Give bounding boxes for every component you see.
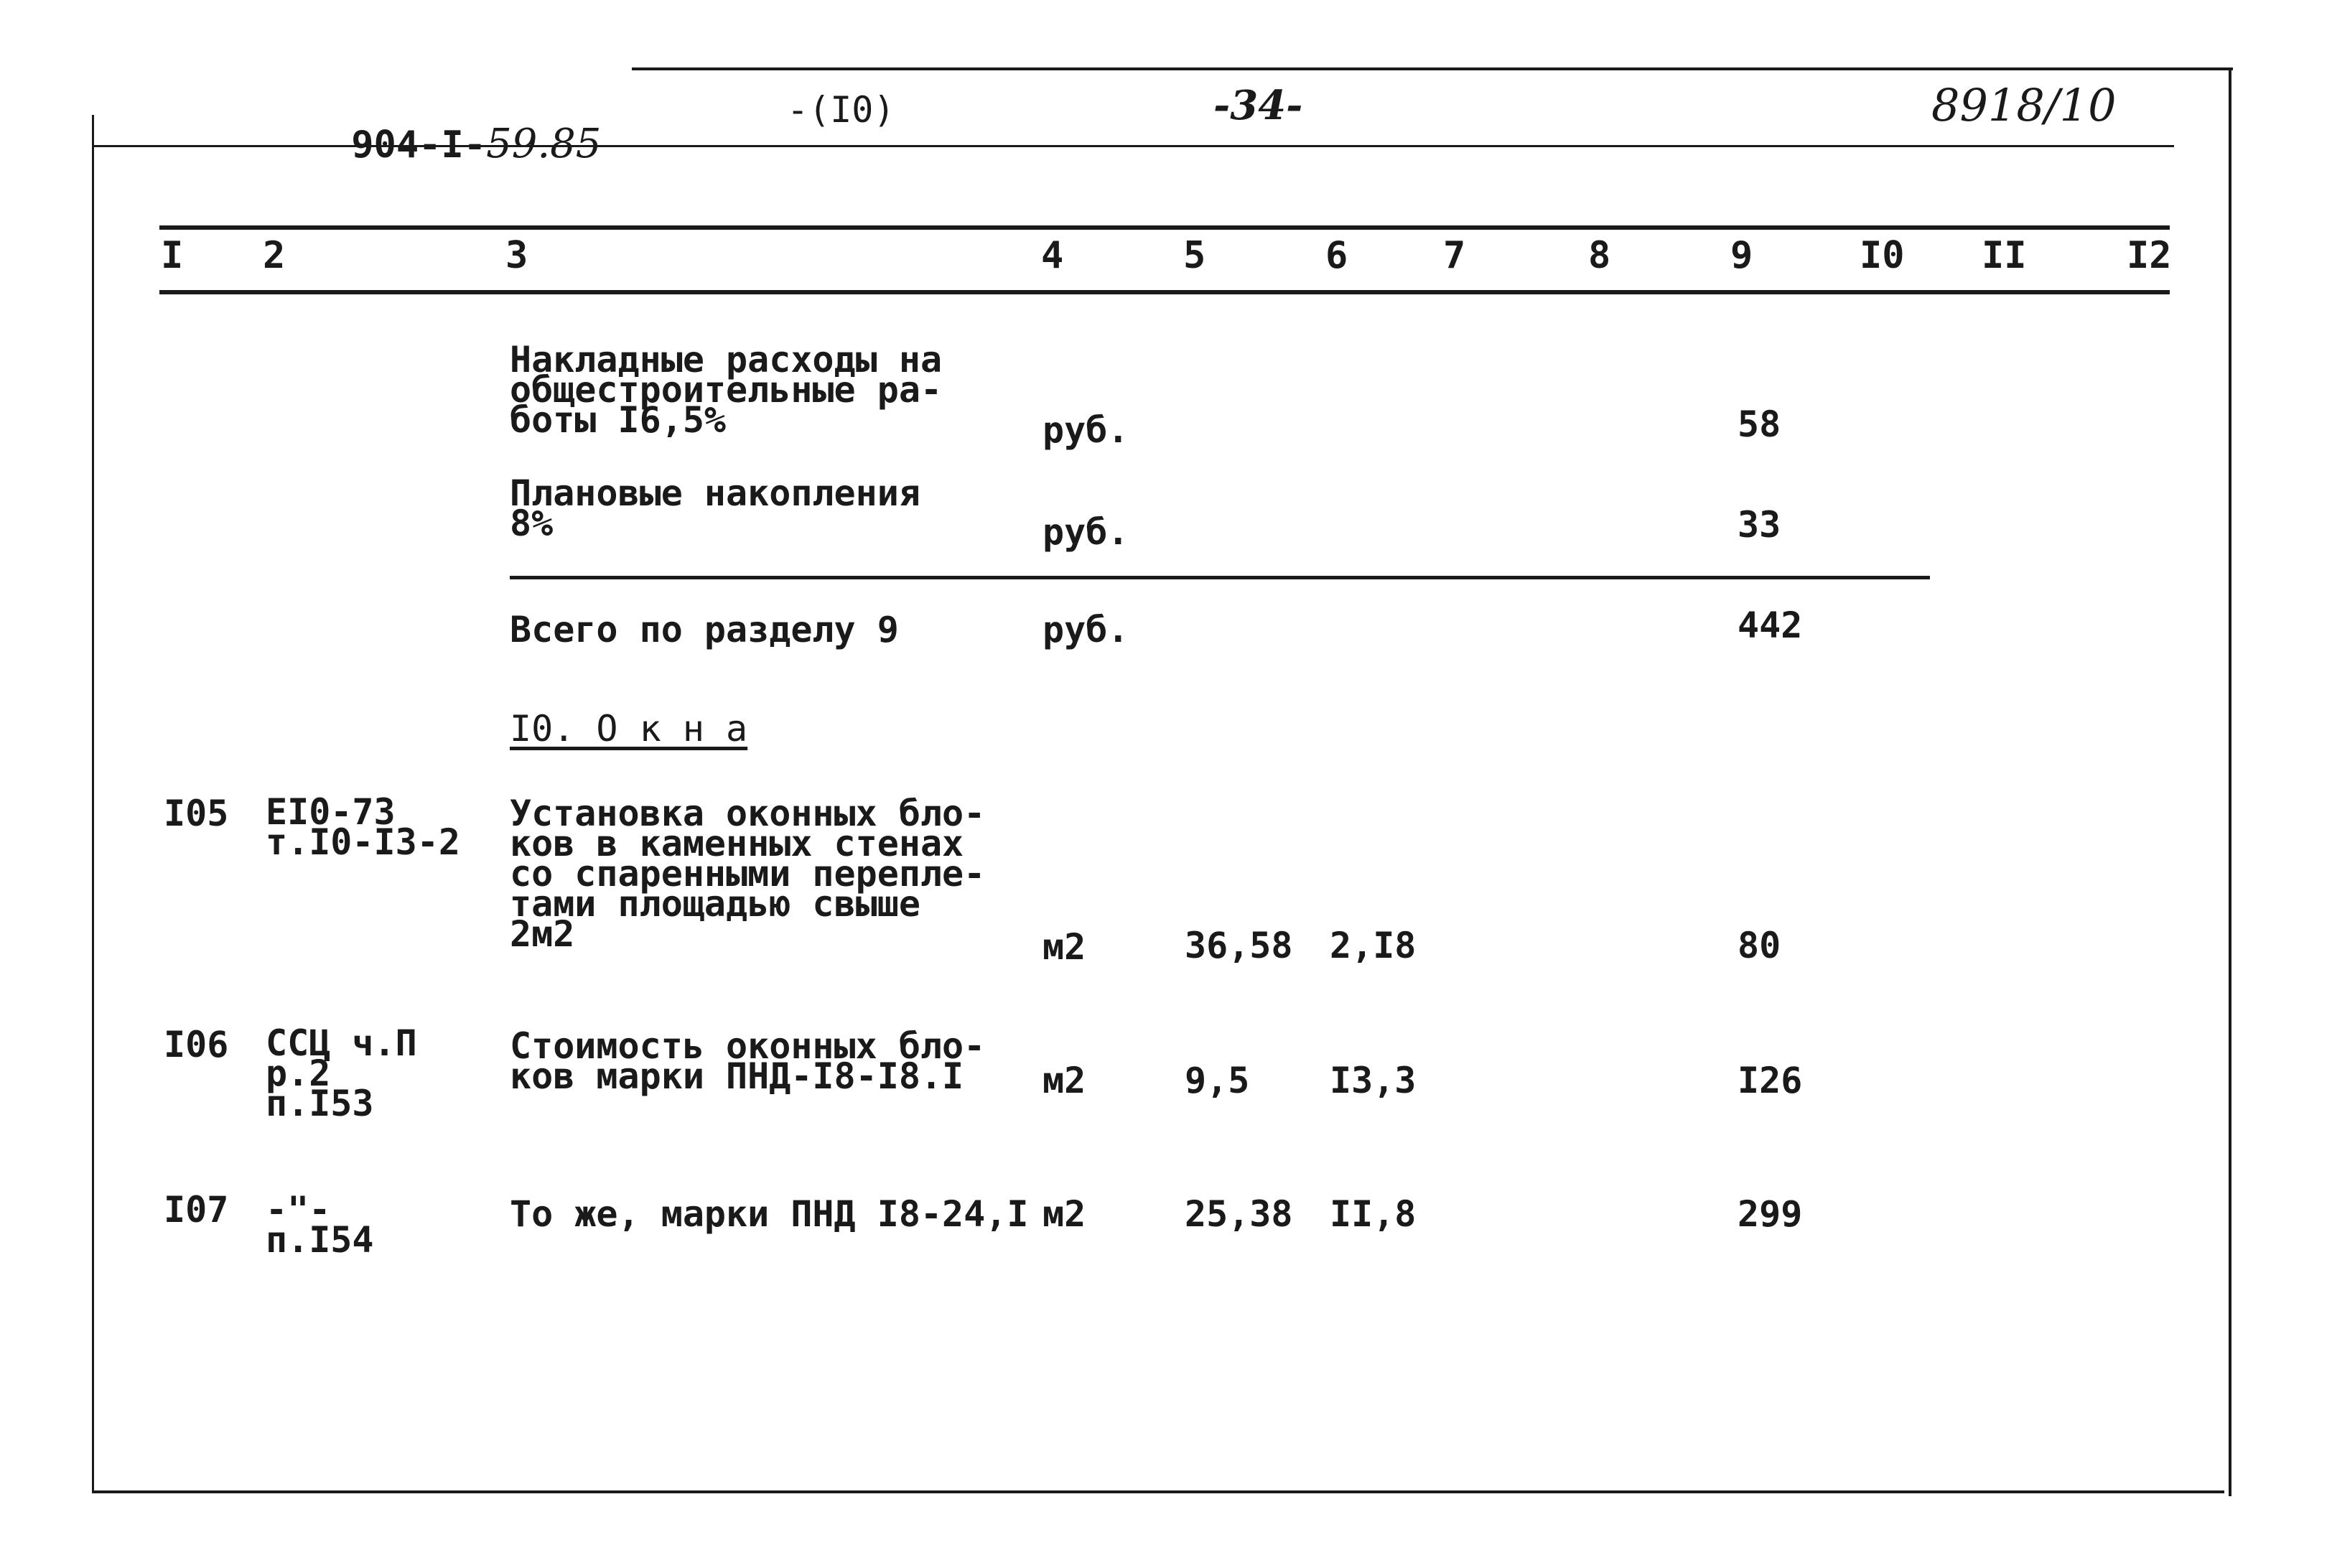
item-105-total: 80 (1738, 925, 1781, 966)
item-107-unit: м2 (1043, 1193, 1086, 1235)
col-header-4: 4 (1041, 234, 1064, 277)
archive-number: 8918/10 (1931, 79, 2117, 131)
page-number: -34- (1213, 82, 1303, 129)
item-105-number: I05 (164, 793, 229, 834)
row-overhead-total: 58 (1738, 403, 1781, 445)
section-title: I0. О к н а (510, 708, 748, 750)
col-header-8: 8 (1588, 234, 1611, 277)
item-106-quantity: 9,5 (1185, 1060, 1250, 1101)
frame-left-line (92, 115, 94, 1493)
item-107-number: I07 (164, 1189, 229, 1231)
row-overhead-description: Накладные расходы на общестроительные ра- боты I6,5% (510, 339, 943, 441)
col-header-6: 6 (1325, 234, 1348, 277)
doc-code-prefix: 904-I- (351, 123, 487, 167)
item-106-number: I06 (164, 1024, 229, 1065)
row-savings-description: Плановые накопления 8% (510, 472, 920, 544)
row-savings-unit: руб. (1043, 511, 1129, 553)
table-header-rule (159, 290, 2170, 294)
item-107-price: II,8 (1330, 1193, 1417, 1235)
col-header-3: 3 (505, 234, 528, 277)
item-107-reference: -"- п.I54 (266, 1189, 374, 1261)
item-106-unit: м2 (1043, 1060, 1086, 1101)
item-107-total: 299 (1738, 1193, 1803, 1235)
item-107-quantity: 25,38 (1185, 1193, 1293, 1235)
col-header-9: 9 (1730, 234, 1753, 277)
col-header-2: 2 (263, 234, 286, 277)
col-header-1: I (161, 234, 184, 277)
doc-code (261, 90, 601, 199)
item-105-reference: EI0-73 т.I0-I3-2 (266, 791, 460, 863)
frame-top-line (632, 67, 2233, 70)
doc-code-suffix: 59.85 (486, 121, 602, 167)
item-105-unit: м2 (1043, 926, 1086, 968)
item-105-description: Установка оконных бло- ков в каменных стенах со спаренными перепле- тами площадью свыше 2м2 (510, 793, 986, 955)
item-106-price: I3,3 (1330, 1060, 1417, 1101)
section-number: -(I0) (787, 89, 895, 131)
table-top-rule (159, 225, 2170, 230)
col-header-5: 5 (1183, 234, 1206, 277)
item-105-quantity: 36,58 (1185, 925, 1293, 966)
frame-bottom-line (92, 1490, 2224, 1493)
col-header-10: I0 (1860, 234, 1905, 277)
col-header-12: I2 (2127, 234, 2172, 277)
frame-right-line (2229, 67, 2231, 1496)
item-105-price: 2,I8 (1330, 925, 1417, 966)
item-107-description: То же, марки ПНД I8-24,I (510, 1193, 1029, 1235)
item-106-total: I26 (1738, 1060, 1803, 1101)
item-106-reference: ССЦ ч.П р.2 п.I53 (266, 1022, 417, 1124)
row-savings-total: 33 (1738, 504, 1781, 546)
item-106-description: Стоимость оконных бло- ков марки ПНД-I8-I8.I (510, 1025, 986, 1097)
col-header-7: 7 (1443, 234, 1466, 277)
row-total-description: Всего по разделу 9 (510, 609, 899, 650)
row-total-unit: руб. (1043, 609, 1129, 650)
row-total-total: 442 (1738, 605, 1803, 646)
row-overhead-unit: руб. (1043, 409, 1129, 451)
col-header-11: II (1982, 234, 2027, 277)
subtotal-rule (510, 576, 1930, 579)
